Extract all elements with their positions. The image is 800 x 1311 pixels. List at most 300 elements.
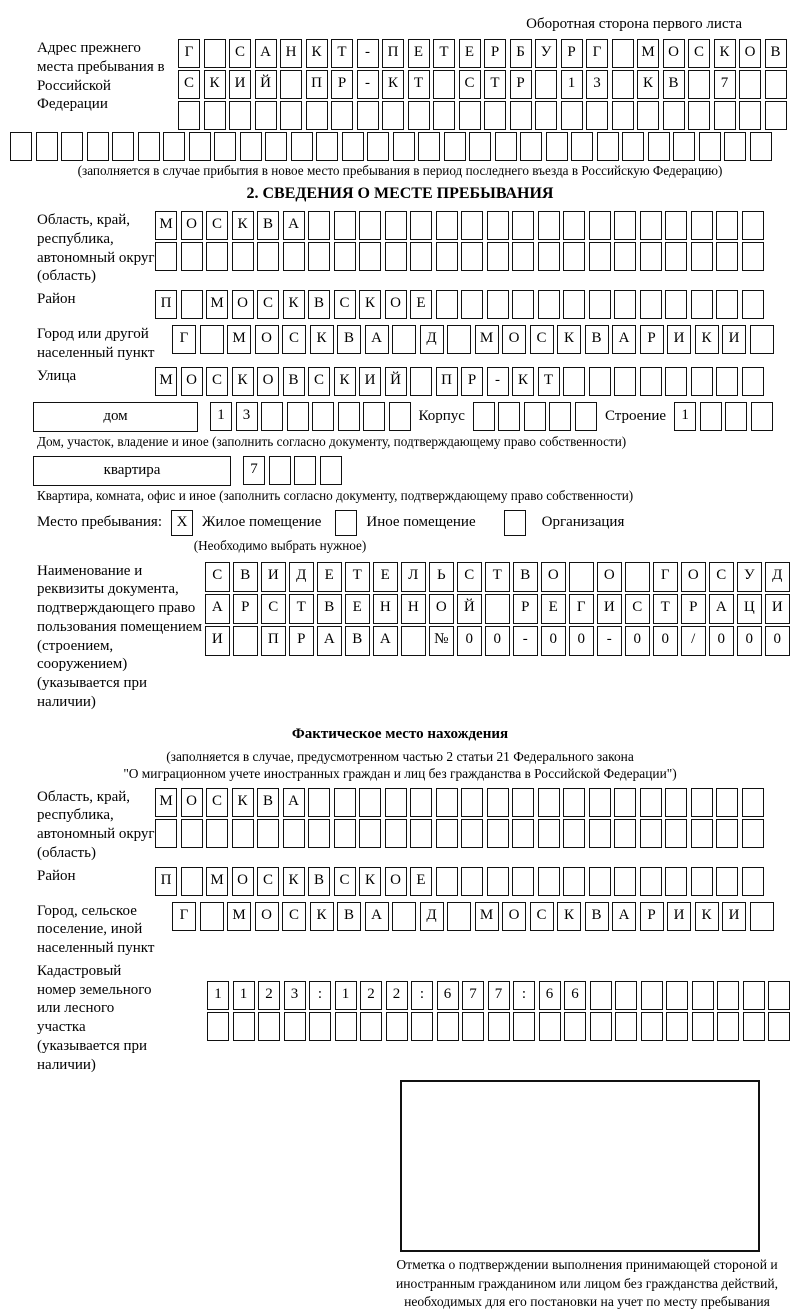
char-cell[interactable]: О <box>232 867 254 896</box>
char-cell[interactable]: Г <box>172 902 196 931</box>
char-cell[interactable]: О <box>257 367 279 396</box>
char-cell[interactable] <box>716 367 738 396</box>
char-cell[interactable] <box>393 132 415 161</box>
char-cell[interactable] <box>564 1012 586 1041</box>
char-cell[interactable] <box>359 819 381 848</box>
char-cell[interactable]: Е <box>317 562 342 592</box>
char-cell[interactable] <box>487 788 509 817</box>
char-cell[interactable]: У <box>535 39 557 68</box>
char-cell[interactable] <box>410 367 432 396</box>
char-cell[interactable]: М <box>227 902 251 931</box>
char-cell[interactable] <box>625 562 650 592</box>
char-cell[interactable]: 0 <box>457 626 482 656</box>
char-cell[interactable]: М <box>227 325 251 354</box>
char-cell[interactable]: К <box>637 70 659 99</box>
char-cell[interactable] <box>181 242 203 271</box>
char-cell[interactable] <box>691 211 713 240</box>
char-cell[interactable] <box>641 1012 663 1041</box>
char-cell[interactable]: П <box>306 70 328 99</box>
char-cell[interactable]: Н <box>401 594 426 624</box>
char-cell[interactable]: П <box>155 867 177 896</box>
char-cell[interactable]: О <box>502 902 526 931</box>
char-cell[interactable] <box>538 788 560 817</box>
char-cell[interactable]: 2 <box>258 981 280 1010</box>
char-cell[interactable]: Т <box>433 39 455 68</box>
char-cell[interactable]: Н <box>373 594 398 624</box>
char-cell[interactable] <box>569 562 594 592</box>
char-cell[interactable]: В <box>233 562 258 592</box>
char-cell[interactable] <box>308 211 330 240</box>
char-cell[interactable] <box>433 70 455 99</box>
char-cell[interactable] <box>287 402 309 431</box>
char-cell[interactable] <box>61 132 83 161</box>
char-cell[interactable]: К <box>204 70 226 99</box>
char-cell[interactable] <box>444 132 466 161</box>
char-cell[interactable] <box>487 290 509 319</box>
char-cell[interactable]: В <box>257 788 279 817</box>
char-cell[interactable]: К <box>232 367 254 396</box>
char-cell[interactable] <box>359 788 381 817</box>
char-cell[interactable] <box>750 902 774 931</box>
char-cell[interactable] <box>436 788 458 817</box>
char-cell[interactable] <box>312 402 334 431</box>
char-cell[interactable] <box>512 819 534 848</box>
char-cell[interactable]: : <box>513 981 535 1010</box>
char-cell[interactable]: С <box>334 867 356 896</box>
char-cell[interactable] <box>447 902 471 931</box>
char-cell[interactable] <box>320 456 342 485</box>
char-cell[interactable] <box>284 1012 306 1041</box>
char-cell[interactable] <box>665 211 687 240</box>
char-cell[interactable] <box>461 290 483 319</box>
char-cell[interactable] <box>410 819 432 848</box>
char-cell[interactable] <box>308 242 330 271</box>
char-cell[interactable]: Г <box>586 39 608 68</box>
char-cell[interactable] <box>163 132 185 161</box>
char-cell[interactable] <box>204 101 226 130</box>
char-cell[interactable] <box>714 101 736 130</box>
char-cell[interactable] <box>510 101 532 130</box>
char-cell[interactable]: В <box>337 902 361 931</box>
char-cell[interactable]: Е <box>410 290 432 319</box>
char-cell[interactable] <box>181 290 203 319</box>
char-cell[interactable] <box>214 132 236 161</box>
char-cell[interactable] <box>257 819 279 848</box>
char-cell[interactable]: А <box>612 325 636 354</box>
char-cell[interactable]: Г <box>569 594 594 624</box>
char-cell[interactable] <box>700 402 722 431</box>
char-cell[interactable] <box>640 242 662 271</box>
char-cell[interactable]: 7 <box>243 456 265 485</box>
char-cell[interactable]: О <box>181 367 203 396</box>
char-cell[interactable] <box>750 132 772 161</box>
char-cell[interactable]: В <box>513 562 538 592</box>
char-cell[interactable] <box>589 242 611 271</box>
char-cell[interactable] <box>538 242 560 271</box>
char-cell[interactable] <box>181 819 203 848</box>
char-cell[interactable] <box>614 290 636 319</box>
char-cell[interactable] <box>640 788 662 817</box>
char-cell[interactable] <box>615 981 637 1010</box>
char-cell[interactable]: К <box>512 367 534 396</box>
char-cell[interactable] <box>283 819 305 848</box>
char-cell[interactable]: С <box>282 902 306 931</box>
char-cell[interactable]: А <box>283 788 305 817</box>
char-cell[interactable] <box>546 132 568 161</box>
char-cell[interactable] <box>612 39 634 68</box>
char-cell[interactable]: М <box>155 367 177 396</box>
char-cell[interactable]: Е <box>541 594 566 624</box>
char-cell[interactable] <box>742 211 764 240</box>
char-cell[interactable] <box>306 101 328 130</box>
char-cell[interactable] <box>716 242 738 271</box>
char-cell[interactable]: В <box>257 211 279 240</box>
char-cell[interactable]: В <box>663 70 685 99</box>
char-cell[interactable]: С <box>257 290 279 319</box>
char-cell[interactable] <box>334 242 356 271</box>
char-cell[interactable]: О <box>181 788 203 817</box>
char-cell[interactable]: К <box>359 290 381 319</box>
char-cell[interactable]: К <box>557 325 581 354</box>
char-cell[interactable] <box>563 242 585 271</box>
char-cell[interactable]: О <box>541 562 566 592</box>
char-cell[interactable] <box>589 211 611 240</box>
char-cell[interactable] <box>461 242 483 271</box>
char-cell[interactable] <box>342 132 364 161</box>
char-cell[interactable] <box>461 788 483 817</box>
char-cell[interactable]: - <box>597 626 622 656</box>
char-cell[interactable] <box>614 367 636 396</box>
char-cell[interactable]: С <box>257 867 279 896</box>
char-cell[interactable] <box>691 242 713 271</box>
char-cell[interactable] <box>691 290 713 319</box>
char-cell[interactable] <box>204 39 226 68</box>
char-cell[interactable] <box>334 788 356 817</box>
char-cell[interactable] <box>331 101 353 130</box>
char-cell[interactable]: С <box>459 70 481 99</box>
char-cell[interactable]: 1 <box>207 981 229 1010</box>
char-cell[interactable] <box>742 819 764 848</box>
char-cell[interactable]: Т <box>485 562 510 592</box>
char-cell[interactable] <box>309 1012 331 1041</box>
char-cell[interactable]: - <box>487 367 509 396</box>
char-cell[interactable] <box>614 819 636 848</box>
char-cell[interactable] <box>487 211 509 240</box>
char-cell[interactable]: 1 <box>335 981 357 1010</box>
char-cell[interactable] <box>535 101 557 130</box>
char-cell[interactable] <box>765 101 787 130</box>
char-cell[interactable]: Р <box>513 594 538 624</box>
char-cell[interactable] <box>538 290 560 319</box>
char-cell[interactable]: К <box>334 367 356 396</box>
char-cell[interactable]: Т <box>345 562 370 592</box>
char-cell[interactable]: С <box>206 788 228 817</box>
char-cell[interactable] <box>575 402 597 431</box>
char-cell[interactable]: П <box>436 367 458 396</box>
char-cell[interactable]: Р <box>289 626 314 656</box>
char-cell[interactable] <box>410 242 432 271</box>
char-cell[interactable]: К <box>306 39 328 68</box>
char-cell[interactable]: 3 <box>284 981 306 1010</box>
char-cell[interactable]: А <box>205 594 230 624</box>
char-cell[interactable]: Е <box>373 562 398 592</box>
char-cell[interactable] <box>334 211 356 240</box>
char-cell[interactable] <box>335 1012 357 1041</box>
char-cell[interactable] <box>385 242 407 271</box>
char-cell[interactable]: М <box>475 325 499 354</box>
char-cell[interactable]: С <box>530 902 554 931</box>
char-cell[interactable]: К <box>359 867 381 896</box>
char-cell[interactable] <box>739 101 761 130</box>
char-cell[interactable]: К <box>310 902 334 931</box>
char-cell[interactable]: 1 <box>210 402 232 431</box>
char-cell[interactable] <box>498 402 520 431</box>
char-cell[interactable] <box>640 819 662 848</box>
char-cell[interactable]: 0 <box>625 626 650 656</box>
char-cell[interactable] <box>716 819 738 848</box>
char-cell[interactable] <box>512 290 534 319</box>
char-cell[interactable] <box>538 819 560 848</box>
char-cell[interactable]: Е <box>408 39 430 68</box>
char-cell[interactable]: О <box>663 39 685 68</box>
char-cell[interactable] <box>751 402 773 431</box>
char-cell[interactable] <box>357 101 379 130</box>
char-cell[interactable]: В <box>585 902 609 931</box>
char-cell[interactable] <box>257 242 279 271</box>
char-cell[interactable] <box>367 132 389 161</box>
char-cell[interactable]: К <box>283 867 305 896</box>
char-cell[interactable] <box>487 242 509 271</box>
char-cell[interactable] <box>308 819 330 848</box>
char-cell[interactable] <box>436 290 458 319</box>
char-cell[interactable]: О <box>502 325 526 354</box>
char-cell[interactable]: С <box>709 562 734 592</box>
char-cell[interactable]: Р <box>233 594 258 624</box>
char-cell[interactable]: 6 <box>437 981 459 1010</box>
char-cell[interactable] <box>178 101 200 130</box>
char-cell[interactable]: А <box>283 211 305 240</box>
char-cell[interactable]: В <box>765 39 787 68</box>
char-cell[interactable] <box>665 367 687 396</box>
checkbox-other-premises[interactable] <box>335 510 357 536</box>
char-cell[interactable] <box>386 1012 408 1041</box>
char-cell[interactable]: А <box>709 594 734 624</box>
char-cell[interactable]: 0 <box>709 626 734 656</box>
char-cell[interactable] <box>724 132 746 161</box>
char-cell[interactable] <box>316 132 338 161</box>
checkbox-residential[interactable]: X <box>171 510 193 536</box>
char-cell[interactable]: Д <box>420 902 444 931</box>
char-cell[interactable] <box>488 1012 510 1041</box>
char-cell[interactable]: 3 <box>236 402 258 431</box>
char-cell[interactable]: У <box>737 562 762 592</box>
char-cell[interactable]: М <box>155 211 177 240</box>
char-cell[interactable] <box>512 788 534 817</box>
char-cell[interactable] <box>614 867 636 896</box>
char-cell[interactable]: И <box>722 902 746 931</box>
char-cell[interactable] <box>768 981 790 1010</box>
char-cell[interactable] <box>200 902 224 931</box>
char-cell[interactable] <box>743 981 765 1010</box>
char-cell[interactable]: Т <box>653 594 678 624</box>
char-cell[interactable]: Ц <box>737 594 762 624</box>
char-cell[interactable] <box>10 132 32 161</box>
char-cell[interactable]: И <box>722 325 746 354</box>
char-cell[interactable] <box>255 101 277 130</box>
char-cell[interactable]: М <box>206 867 228 896</box>
char-cell[interactable] <box>410 211 432 240</box>
char-cell[interactable]: М <box>206 290 228 319</box>
char-cell[interactable] <box>589 788 611 817</box>
char-cell[interactable] <box>665 819 687 848</box>
char-cell[interactable] <box>691 867 713 896</box>
char-cell[interactable]: С <box>178 70 200 99</box>
char-cell[interactable] <box>459 101 481 130</box>
char-cell[interactable]: В <box>308 867 330 896</box>
char-cell[interactable] <box>392 902 416 931</box>
char-cell[interactable] <box>487 867 509 896</box>
char-cell[interactable]: И <box>765 594 790 624</box>
char-cell[interactable]: Д <box>289 562 314 592</box>
char-cell[interactable]: 6 <box>564 981 586 1010</box>
char-cell[interactable]: 7 <box>714 70 736 99</box>
char-cell[interactable] <box>512 867 534 896</box>
char-cell[interactable] <box>436 819 458 848</box>
char-cell[interactable] <box>538 867 560 896</box>
char-cell[interactable]: А <box>365 902 389 931</box>
char-cell[interactable] <box>716 788 738 817</box>
char-cell[interactable]: Б <box>510 39 532 68</box>
char-cell[interactable]: 1 <box>233 981 255 1010</box>
char-cell[interactable] <box>563 211 585 240</box>
char-cell[interactable] <box>418 132 440 161</box>
char-cell[interactable]: С <box>282 325 306 354</box>
char-cell[interactable] <box>742 788 764 817</box>
char-cell[interactable] <box>112 132 134 161</box>
char-cell[interactable]: В <box>337 325 361 354</box>
char-cell[interactable] <box>265 132 287 161</box>
char-cell[interactable] <box>571 132 593 161</box>
char-cell[interactable]: 2 <box>386 981 408 1010</box>
char-cell[interactable]: И <box>597 594 622 624</box>
char-cell[interactable] <box>487 819 509 848</box>
char-cell[interactable]: № <box>429 626 454 656</box>
char-cell[interactable] <box>447 325 471 354</box>
char-cell[interactable]: Р <box>331 70 353 99</box>
char-cell[interactable] <box>461 867 483 896</box>
char-cell[interactable]: И <box>667 902 691 931</box>
char-cell[interactable]: Н <box>280 39 302 68</box>
char-cell[interactable] <box>392 325 416 354</box>
char-cell[interactable] <box>240 132 262 161</box>
char-cell[interactable]: М <box>475 902 499 931</box>
char-cell[interactable] <box>612 70 634 99</box>
char-cell[interactable]: А <box>317 626 342 656</box>
char-cell[interactable] <box>750 325 774 354</box>
char-cell[interactable]: К <box>310 325 334 354</box>
char-cell[interactable] <box>360 1012 382 1041</box>
char-cell[interactable] <box>768 1012 790 1041</box>
char-cell[interactable]: А <box>365 325 389 354</box>
char-cell[interactable]: Р <box>681 594 706 624</box>
char-cell[interactable] <box>665 788 687 817</box>
char-cell[interactable]: К <box>232 788 254 817</box>
char-cell[interactable]: С <box>206 211 228 240</box>
char-cell[interactable] <box>691 367 713 396</box>
char-cell[interactable]: М <box>155 788 177 817</box>
char-cell[interactable] <box>637 101 659 130</box>
char-cell[interactable]: О <box>681 562 706 592</box>
char-cell[interactable]: Р <box>640 325 664 354</box>
char-cell[interactable]: И <box>359 367 381 396</box>
char-cell[interactable]: О <box>385 867 407 896</box>
char-cell[interactable] <box>411 1012 433 1041</box>
char-cell[interactable] <box>742 290 764 319</box>
char-cell[interactable]: О <box>739 39 761 68</box>
char-cell[interactable]: Р <box>510 70 532 99</box>
char-cell[interactable]: Р <box>561 39 583 68</box>
char-cell[interactable] <box>692 1012 714 1041</box>
char-cell[interactable] <box>743 1012 765 1041</box>
char-cell[interactable] <box>725 402 747 431</box>
char-cell[interactable] <box>138 132 160 161</box>
char-cell[interactable]: О <box>429 594 454 624</box>
char-cell[interactable]: - <box>513 626 538 656</box>
char-cell[interactable] <box>155 819 177 848</box>
char-cell[interactable] <box>410 788 432 817</box>
char-cell[interactable] <box>436 867 458 896</box>
char-cell[interactable]: С <box>206 367 228 396</box>
char-cell[interactable] <box>484 101 506 130</box>
char-cell[interactable]: 3 <box>586 70 608 99</box>
char-cell[interactable]: 7 <box>488 981 510 1010</box>
char-cell[interactable] <box>648 132 670 161</box>
char-cell[interactable] <box>382 101 404 130</box>
char-cell[interactable]: С <box>261 594 286 624</box>
char-cell[interactable]: И <box>667 325 691 354</box>
char-cell[interactable] <box>590 1012 612 1041</box>
char-cell[interactable] <box>549 402 571 431</box>
char-cell[interactable]: С <box>334 290 356 319</box>
char-cell[interactable]: Р <box>640 902 664 931</box>
char-cell[interactable]: О <box>232 290 254 319</box>
char-cell[interactable]: А <box>255 39 277 68</box>
char-cell[interactable] <box>742 367 764 396</box>
char-cell[interactable]: О <box>255 902 279 931</box>
char-cell[interactable] <box>673 132 695 161</box>
char-cell[interactable] <box>436 242 458 271</box>
char-cell[interactable]: С <box>205 562 230 592</box>
char-cell[interactable] <box>665 290 687 319</box>
char-cell[interactable] <box>692 981 714 1010</box>
char-cell[interactable]: К <box>695 325 719 354</box>
char-cell[interactable] <box>280 70 302 99</box>
char-cell[interactable] <box>461 819 483 848</box>
char-cell[interactable] <box>232 819 254 848</box>
char-cell[interactable]: К <box>695 902 719 931</box>
char-cell[interactable]: А <box>612 902 636 931</box>
char-cell[interactable] <box>699 132 721 161</box>
char-cell[interactable] <box>206 819 228 848</box>
char-cell[interactable]: Г <box>653 562 678 592</box>
char-cell[interactable] <box>561 101 583 130</box>
char-cell[interactable] <box>666 981 688 1010</box>
char-cell[interactable]: 1 <box>674 402 696 431</box>
checkbox-organization[interactable] <box>504 510 526 536</box>
char-cell[interactable]: К <box>557 902 581 931</box>
char-cell[interactable] <box>716 290 738 319</box>
char-cell[interactable] <box>535 70 557 99</box>
